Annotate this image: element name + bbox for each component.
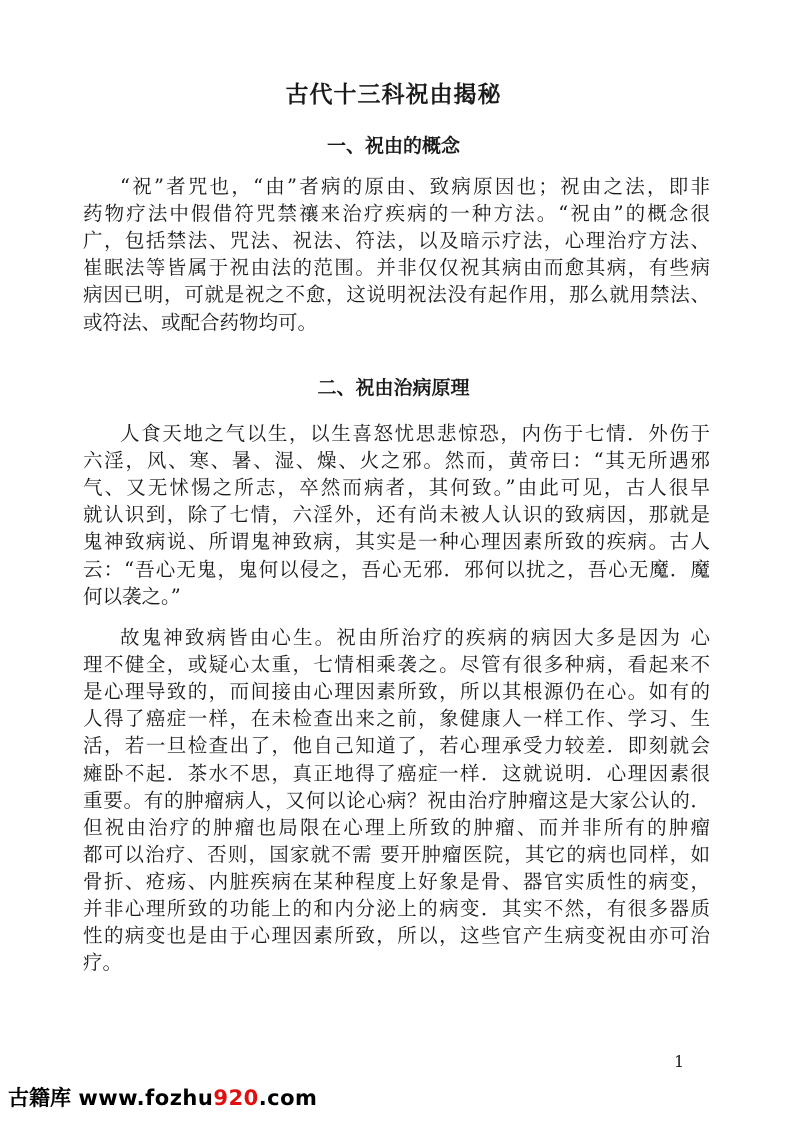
- text-line: 瘫卧不起．茶水不思，真正地得了癌症一样．这就说明．心理因素很: [83, 761, 710, 785]
- text-line: 或符法、或配合药物均可。: [83, 310, 318, 334]
- text-line: 性的病变也是由于心理因素所致，所以，这些官产生病变祝由亦可治: [83, 924, 710, 948]
- text-line: 云：“吾心无鬼，鬼何以侵之，吾心无邪．邪何以扰之，吾心无魔．魔: [83, 557, 710, 581]
- text-line: 药物疗法中假借符咒禁禳来治疗疾病的一种方法。“祝由”的概念很: [83, 202, 710, 226]
- text-line: 但祝由治疗的肿瘤也局限在心理上所致的肿瘤、而并非所有的肿瘤: [83, 815, 710, 839]
- site-accent: 920: [213, 1086, 259, 1110]
- footer-brand: 古籍库: [8, 1086, 71, 1110]
- text-line: 广，包括禁法、咒法、祝法、符法，以及暗示疗法，心理治疗方法、: [83, 229, 710, 253]
- text-line: 何以袭之。”: [83, 584, 181, 608]
- text-line: 活，若一旦检查出了，他自己知道了，若心理承受力较差．即刻就会: [83, 734, 710, 758]
- site-suffix: .com: [258, 1086, 318, 1110]
- text-line: 理不健全，或疑心太重，七情相乘袭之。尽管有很多种病，看起来不: [83, 653, 710, 677]
- text-line: 六淫，风、寒、暑、湿、燥、火之邪。然而，黄帝曰：“其无所遇邪: [83, 449, 710, 473]
- text-line: 并非心理所致的功能上的和内分泌上的病变．其实不然，有很多器质: [83, 897, 710, 920]
- section-heading: 二、祝由治病原理: [317, 377, 470, 399]
- text-line: 崔眠法等皆属于祝由法的范围。并非仅仅祝其病由而愈其病，有些病: [83, 256, 710, 280]
- text-line: 病因已明，可就是祝之不愈，这说明祝法没有起作用，那么就用禁法、: [83, 283, 710, 307]
- text-line: “祝”者咒也，“由”者病的原由、致病原因也；祝由之法，即非: [120, 175, 710, 198]
- text-line: 都可以治疗、否则，国家就不需 要开肿瘤医院，其它的病也同样，如: [83, 842, 710, 866]
- text-line: 是心理导致的，而间接由心理因素所致，所以其根源仍在心。如有的: [83, 680, 710, 704]
- text-line: 重要。有的肿瘤病人，又何以论心病？祝由治疗肿瘤这是大家公认的．: [83, 788, 710, 812]
- text-line: 人得了癌症一样，在未检查出来之前，象健康人一样工作、学习、生: [83, 707, 710, 731]
- footer-site-url: [78, 1086, 317, 1110]
- text-line: 骨折、疮疡、内脏疾病在某种程度上好象是骨、器官实质性的病变，: [83, 869, 710, 893]
- text-line: 就认识到，除了七情，六淫外，还有尚未被人认识的致病因，那就是: [83, 503, 710, 527]
- text-line: 气、又无怵惕之所志，卒然而病者，其何致。”由此可见，古人很早: [83, 476, 710, 500]
- text-line: 疗。: [83, 951, 123, 975]
- page-number: 1: [674, 1052, 685, 1071]
- text-line: 鬼神致病说、所谓鬼神致病，其实是一种心理因素所致的疾病。古人: [83, 530, 710, 554]
- text-line: 人食天地之气以生，以生喜怒忧思悲惊恐，内伤于七情．外伤于: [120, 422, 710, 445]
- page-title: 古代十三科祝由揭秘: [285, 81, 502, 108]
- text-line: 故鬼神致病皆由心生。祝由所治疗的疾病的病因大多是因为 心: [120, 626, 710, 649]
- watermark-footer: [8, 1082, 317, 1112]
- site-prefix: www.fozhu: [78, 1086, 214, 1110]
- section-heading: 一、祝由的概念: [326, 135, 460, 157]
